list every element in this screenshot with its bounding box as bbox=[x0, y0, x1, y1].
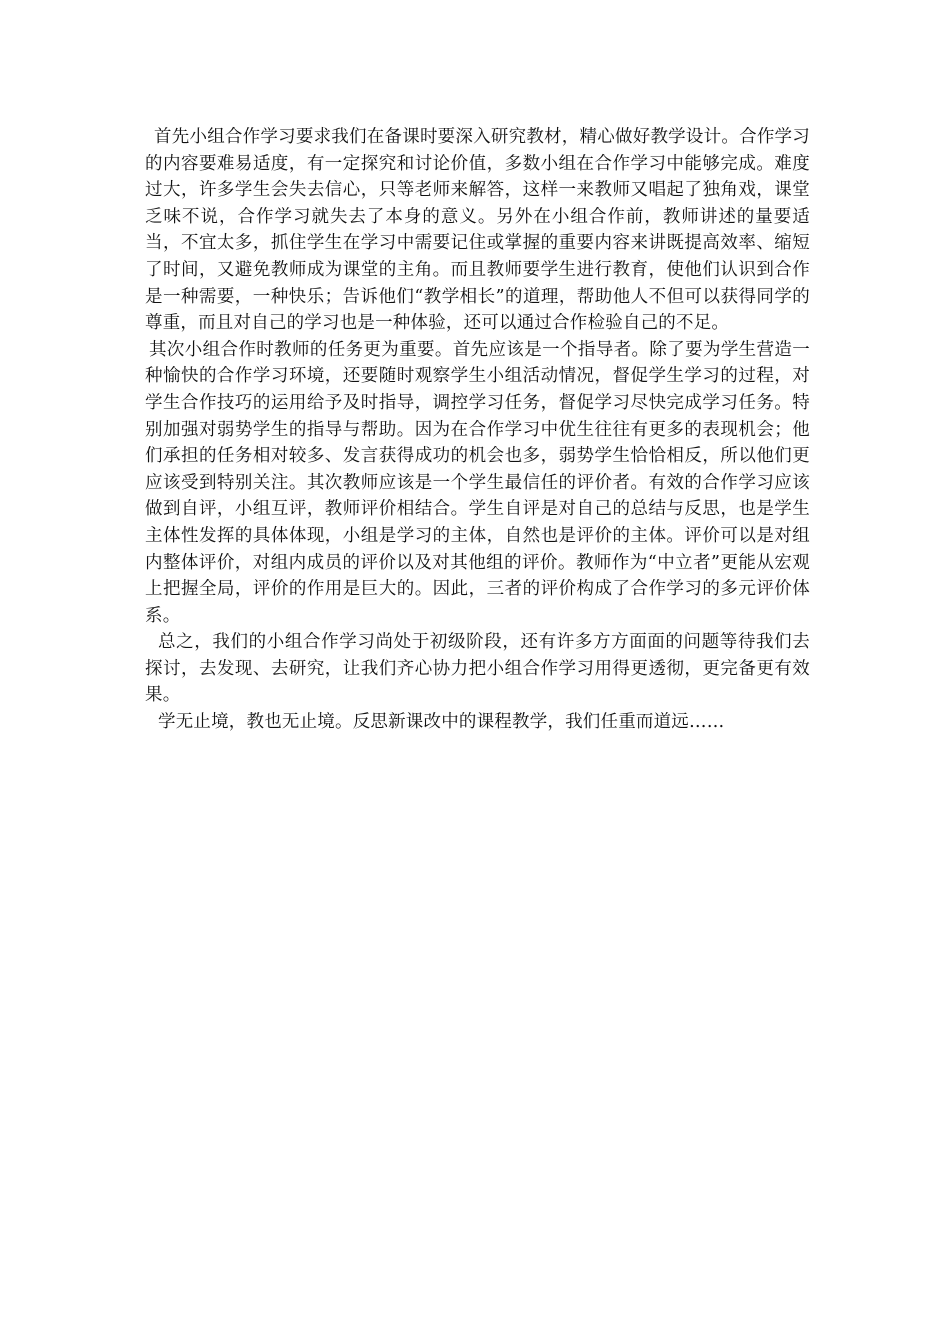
paragraph-1: 首先小组合作学习要求我们在备课时要深入研究教材，精心做好教学设计。合作学习的内容要难易适度，有一定探究和讨论价值，多数小组在合作学习中能够完成。难度过大，许多学生会失去信心，只等老师来解答，这样一来教师又唱起了独角戏，课堂乏味不说，合作学习就失去了本身的意义。另外在小组合作前，教师讲述的量要适当，不宜太多，抓住学生在学习中需要记住或掌握的重要内容来讲既提高效率、缩短了时间，又避免教师成为课堂的主角。而且教师要学生进行教育，使他们认识到合作是一种需要，一种快乐；告诉他们“教学相长”的道理，帮助他人不但可以获得同学的尊重，而且对自己的学习也是一种体验，还可以通过合作检验自己的不足。 bbox=[145, 127, 810, 334]
paragraph-4: 学无止境，教也无止境。反思新课改中的课程教学，我们任重而道远…… bbox=[158, 712, 725, 733]
paragraph-3: 总之，我们的小组合作学习尚处于初级阶段，还有许多方方面面的问题等待我们去探讨，去发现、去研究，让我们齐心协力把小组合作学习用得更透彻，更完备更有效果。 bbox=[145, 632, 810, 706]
document-body bbox=[145, 124, 810, 736]
paragraph-2: 其次小组合作时教师的任务更为重要。首先应该是一个指导者。除了要为学生营造一种愉快的合作学习环境，还要随时观察学生小组活动情况，督促学生学习的过程，对学生合作技巧的运用给予及时指导，调控学习任务，督促学习尽快完成学习任务。特别加强对弱势学生的指导与帮助。因为在合作学习中优生往往有更多的表现机会；他们承担的任务相对较多、发言获得成功的机会也多，弱势学生恰恰相反，所以他们更应该受到特别关注。其次教师应该是一个学生最信任的评价者。有效的合作学习应该做到自评，小组互评，教师评价相结合。学生自评是对自己的总结与反思，也是学生主体性发挥的具体体现，小组是学习的主体，自然也是评价的主体。评价可以是对组内整体评价，对组内成员的评价以及对其他组的评价。教师作为“中立者”更能从宏观上把握全局，评价的作用是巨大的。因此，三者的评价构成了合作学习的多元评价体系。 bbox=[145, 339, 810, 626]
